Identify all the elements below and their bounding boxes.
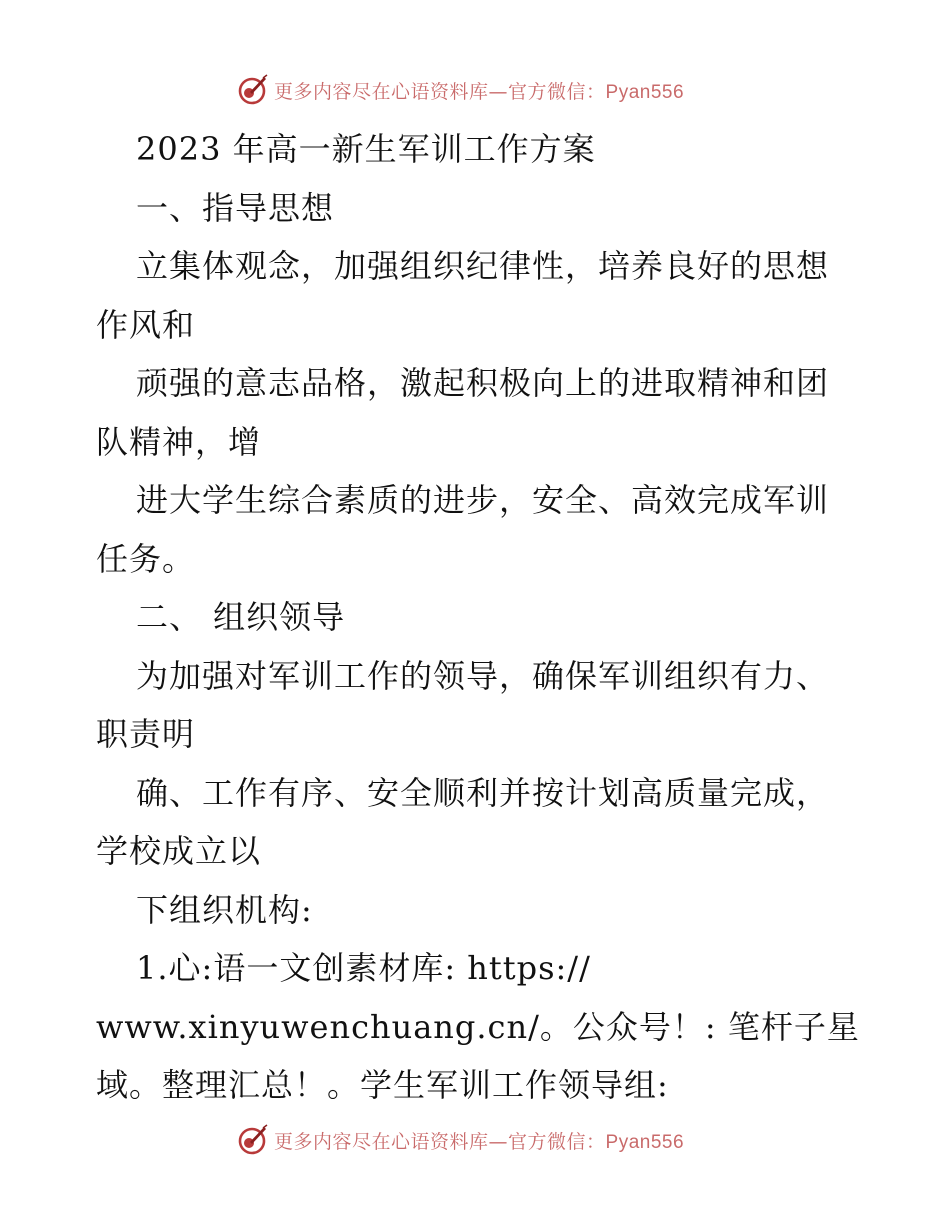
- text-line: 二、 组织领导: [136, 598, 346, 636]
- document-body: [96, 120, 860, 1115]
- text-line: 学校成立以: [96, 832, 262, 870]
- text-line: 2023 年高一新生军训工作方案: [136, 130, 596, 168]
- watermark-text: 更多内容尽在心语资料库—官方微信：Pyan556: [274, 1130, 685, 1153]
- text-line: 1.心:语一文创素材库: https://: [136, 949, 591, 987]
- quill-logo-icon: [236, 1124, 268, 1156]
- text-line: www.xinyuwenchuang.cn/。公众号！: 笔杆子星: [96, 1007, 860, 1046]
- text-line: 职责明: [96, 715, 196, 753]
- footer-watermark: [236, 1122, 756, 1158]
- text-line: 立集体观念，加强组织纪律性，培养良好的思想: [136, 247, 830, 285]
- text-line: 为加强对军训工作的领导，确保军训组织有力、: [136, 656, 830, 695]
- text-line: 下组织机构:: [136, 890, 313, 929]
- text-line: 确、工作有序、安全顺利并按计划高质量完成，: [136, 773, 830, 812]
- text-line: 顽强的意志品格，激起积极向上的进取精神和团: [136, 364, 830, 402]
- watermark-text: 更多内容尽在心语资料库—官方微信：Pyan556: [274, 80, 685, 103]
- text-line: 域。整理汇总！。学生军训工作领导组:: [96, 1066, 669, 1104]
- header-watermark: [236, 72, 756, 108]
- quill-logo-icon: [236, 74, 268, 106]
- wechat-id: Pyan556: [605, 81, 685, 103]
- text-line: 任务。: [96, 539, 196, 578]
- text-line: 进大学生综合素质的进步，安全、高效完成军训: [136, 481, 830, 519]
- text-line: 队精神，增: [96, 422, 262, 461]
- wechat-id: Pyan556: [605, 1131, 685, 1153]
- text-line: 作风和: [96, 305, 196, 344]
- text-line: 一、指导思想: [136, 188, 335, 227]
